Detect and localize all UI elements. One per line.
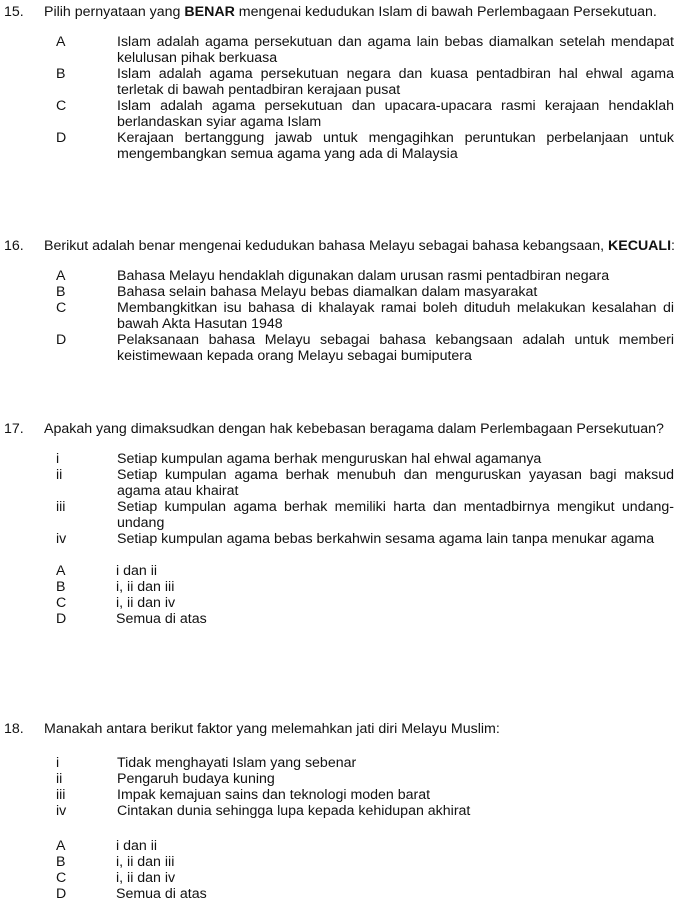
statement-iii — [4, 499, 676, 531]
option-label: A — [56, 268, 66, 284]
option-B[interactable] — [4, 854, 676, 870]
option-D[interactable] — [4, 611, 676, 627]
option-label: D — [56, 886, 67, 902]
option-D[interactable] — [4, 332, 676, 364]
option-text: Islam adalah agama persekutuan negara dan kuasa pentadbiran hal ehwal agama terletak di bawah pentadbiran kerajaan pusat — [117, 66, 674, 98]
option-label: A — [56, 34, 66, 50]
question-number: 17. — [4, 421, 24, 437]
option-text: Membangkitkan isu bahasa di khalayak ramai boleh dituduh melakukan kesalahan di bawah Akta Hasutan 1948 — [117, 300, 674, 332]
option-label: C — [56, 595, 67, 611]
option-A[interactable] — [4, 268, 676, 284]
option-C[interactable] — [4, 300, 676, 332]
statement-label: i — [56, 755, 60, 771]
question-17 — [4, 421, 676, 627]
question-number: 15. — [4, 4, 24, 20]
option-label: C — [56, 300, 67, 316]
statement-label: ii — [56, 771, 63, 787]
option-text: Bahasa Melayu hendaklah digunakan dalam urusan rasmi pentadbiran negara — [117, 268, 610, 284]
option-D[interactable] — [4, 130, 676, 162]
question-stem: Pilih pernyataan yang BENAR mengenai kedudukan Islam di bawah Perlembagaan Persekutuan. — [44, 4, 657, 20]
statement-label: ii — [56, 467, 63, 483]
statement-iii — [4, 787, 676, 803]
question-number: 18. — [4, 721, 24, 737]
question-18 — [4, 721, 676, 902]
statement-label: i — [56, 451, 60, 467]
option-label: D — [56, 130, 67, 146]
option-label: A — [56, 563, 66, 579]
option-list — [4, 34, 676, 162]
option-text: Kerajaan bertanggung jawab untuk mengagihkan peruntukan perbelanjaan untuk mengembangkan semua agama yang ada di Malaysia — [117, 130, 674, 162]
option-list — [4, 563, 676, 627]
option-label: D — [56, 332, 67, 348]
statement-text: Setiap kumpulan agama berhak menguruskan hal ehwal agamanya — [117, 451, 542, 467]
option-label: B — [56, 854, 66, 870]
option-text: i, ii dan iv — [116, 870, 176, 886]
statement-text: Setiap kumpulan agama bebas berkahwin sesama agama lain tanpa menukar agama — [117, 531, 655, 547]
statement-label: iii — [56, 499, 66, 515]
question-stem: Apakah yang dimaksudkan dengan hak kebebasan beragama dalam Perlembagaan Persekutuan? — [44, 421, 664, 437]
option-text: i, ii dan iii — [116, 854, 175, 870]
question-15 — [4, 4, 676, 162]
statement-label: iii — [56, 787, 66, 803]
option-label: C — [56, 98, 67, 114]
statement-text: Impak kemajuan sains dan teknologi moden barat — [117, 787, 431, 803]
option-A[interactable] — [4, 563, 676, 579]
option-text: i, ii dan iii — [116, 579, 175, 595]
option-B[interactable] — [4, 579, 676, 595]
option-A[interactable] — [4, 34, 676, 66]
option-label: B — [56, 66, 66, 82]
statement-text: Setiap kumpulan agama berhak menubuh dan menguruskan yayasan bagi maksud agama atau khairat — [117, 467, 674, 499]
statement-ii — [4, 467, 676, 499]
statement-ii — [4, 771, 676, 787]
option-C[interactable] — [4, 595, 676, 611]
option-text: Islam adalah agama persekutuan dan agama lain bebas diamalkan setelah mendapat kelulusan pihak berkuasa — [117, 34, 674, 66]
option-text: Semua di atas — [116, 886, 207, 902]
question-stem: Manakah antara berikut faktor yang melemahkan jati diri Melayu Muslim: — [44, 721, 500, 737]
question-number: 16. — [4, 238, 24, 254]
option-text: Islam adalah agama persekutuan dan upacara-upacara rasmi kerajaan hendaklah berlandaskan syiar agama Islam — [117, 98, 674, 130]
option-text: i dan ii — [116, 563, 158, 579]
option-label: B — [56, 579, 66, 595]
statement-text: Setiap kumpulan agama berhak memiliki harta dan mentadbirnya mengikut undang-undang — [117, 499, 674, 531]
option-C[interactable] — [4, 870, 676, 886]
option-D[interactable] — [4, 886, 676, 902]
statement-i — [4, 451, 676, 467]
option-A[interactable] — [4, 838, 676, 854]
question-16 — [4, 238, 676, 364]
statement-list — [4, 755, 676, 819]
option-label: A — [56, 838, 66, 854]
statement-label: iv — [56, 531, 67, 547]
option-list — [4, 268, 676, 364]
statement-text: Tidak menghayati Islam yang sebenar — [117, 755, 357, 771]
option-text: i, ii dan iv — [116, 595, 176, 611]
option-list — [4, 838, 676, 902]
statement-text: Cintakan dunia sehingga lupa kepada kehidupan akhirat — [117, 803, 471, 819]
option-label: B — [56, 284, 66, 300]
option-C[interactable] — [4, 98, 676, 130]
question-stem: Berikut adalah benar mengenai kedudukan bahasa Melayu sebagai bahasa kebangsaan, KECUALI: — [44, 238, 675, 254]
option-B[interactable] — [4, 284, 676, 300]
statement-list — [4, 451, 676, 547]
option-text: Pelaksanaan bahasa Melayu sebagai bahasa kebangsaan adalah untuk memberi keistimewaan kepada orang Melayu sebagai bumiputera — [117, 332, 674, 364]
option-text: i dan ii — [116, 838, 158, 854]
option-B[interactable] — [4, 66, 676, 98]
statement-iv — [4, 803, 676, 819]
statement-label: iv — [56, 803, 67, 819]
option-text: Bahasa selain bahasa Melayu bebas diamalkan dalam masyarakat — [117, 284, 538, 300]
statement-iv — [4, 531, 676, 547]
statement-text: Pengaruh budaya kuning — [117, 771, 275, 787]
option-label: D — [56, 611, 67, 627]
option-text: Semua di atas — [116, 611, 207, 627]
statement-i — [4, 755, 676, 771]
option-label: C — [56, 870, 67, 886]
